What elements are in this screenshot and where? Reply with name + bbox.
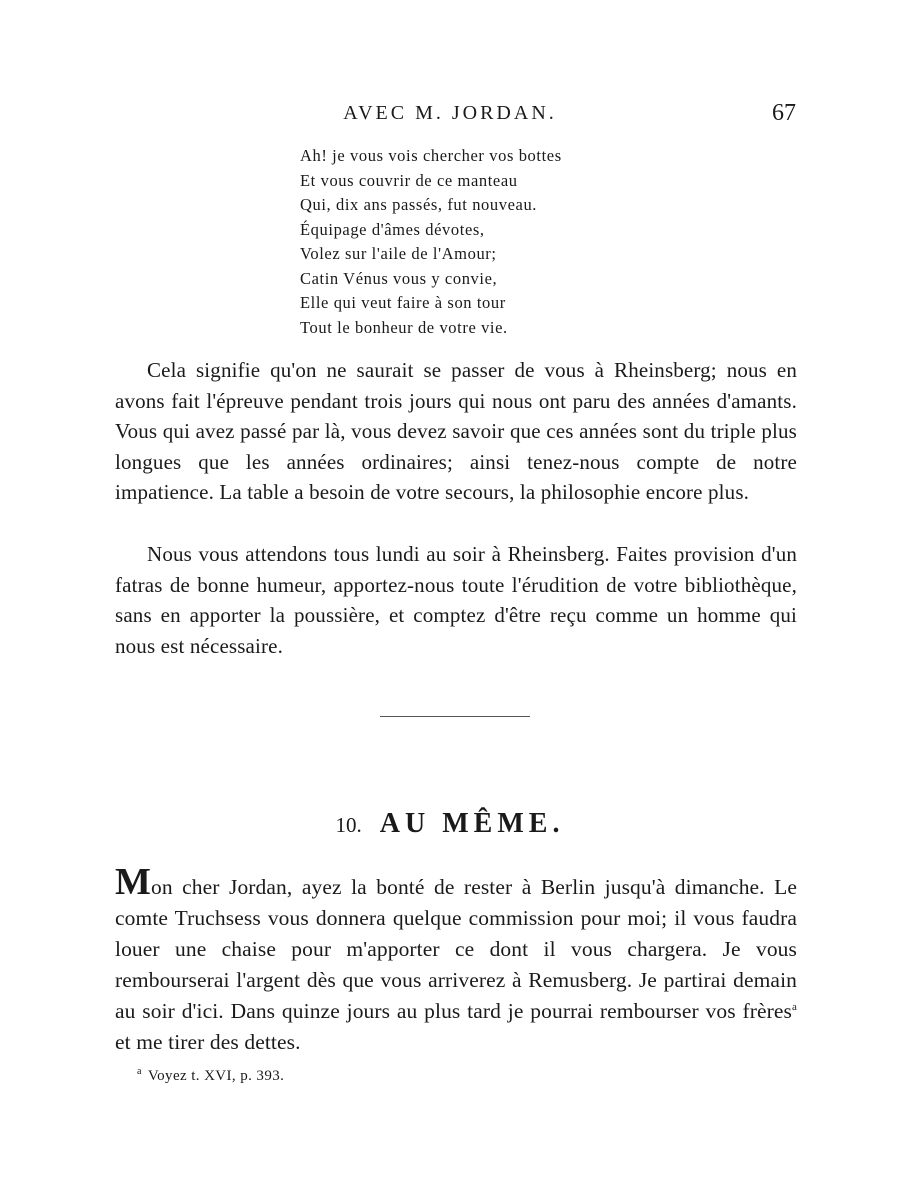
footnote-reference[interactable]: a [792,1000,797,1013]
verse-line: Ah! je vous vois chercher vos bottes [300,146,562,165]
footnote-mark: a [137,1066,142,1077]
verse-line: Équipage d'âmes dévotes, [300,219,485,239]
verse-line: Volez sur l'aile de l'Amour; [300,244,497,263]
paragraph: Cela signifie qu'on ne saurait se passer de vous à Rheinsberg; nous en avons fait l'épreuve pendant trois jours qui nous ont paru des années d'amants. Vous qui avez passé par là, vous devez savoir que ces années sont du triple plus longues que les années ordinaires; ainsi tenez-nous compte de notre impatience. La table a besoin de votre secours, la philosophie encore plus. [115,358,797,504]
drop-cap: M [115,861,151,903]
paragraph: Nous vous attendons tous lundi au soir à Rheinsberg. Faites provision d'un fatras de bonne humeur, apportez-nous toute l'érudition de votre bibliothèque, sans en apporter la poussière, et comptez d'être reçu comme un homme qui nous est nécessaire. [115,542,797,658]
footnote [137,1066,284,1085]
verse-line: Tout le bonheur de votre vie. [300,317,508,337]
page-number: 67 [772,100,796,126]
verse-line: Qui, dix ans passés, fut nouveau. [300,195,538,214]
section-divider [380,716,530,717]
letter-title: AU MÊME. [379,808,565,839]
letter-heading [0,808,900,840]
verse-block [300,144,562,340]
verse-line: Elle qui veut faire à son tour [300,293,506,312]
footnote-text: Voyez t. XVI, p. 393. [147,1068,285,1084]
letter-body [115,861,797,1058]
verse-line: Catin Vénus vous y convie, [300,268,498,288]
letter-text-end: et me tirer des dettes. [115,1030,301,1054]
verse-line: Et vous couvrir de ce manteau [300,170,518,190]
running-title: AVEC M. JORDAN. [343,102,557,124]
letter-number: 10. [335,813,362,837]
running-head [0,100,900,130]
letter-text: on cher Jordan, ayez la bonté de rester à Berlin jusqu'à dimanche. Le comte Truchsess vous donnera quelque commission pour moi; il vous faudra louer une chaise pour m'apporter ce dont il vous chargera. Je vous rembourserai l'argent dès que vous arriverez à Remusberg. Je partirai demain au soir d'ici. Dans quinze jours au plus tard je pourrai rembourser vos frères [115,875,797,1023]
